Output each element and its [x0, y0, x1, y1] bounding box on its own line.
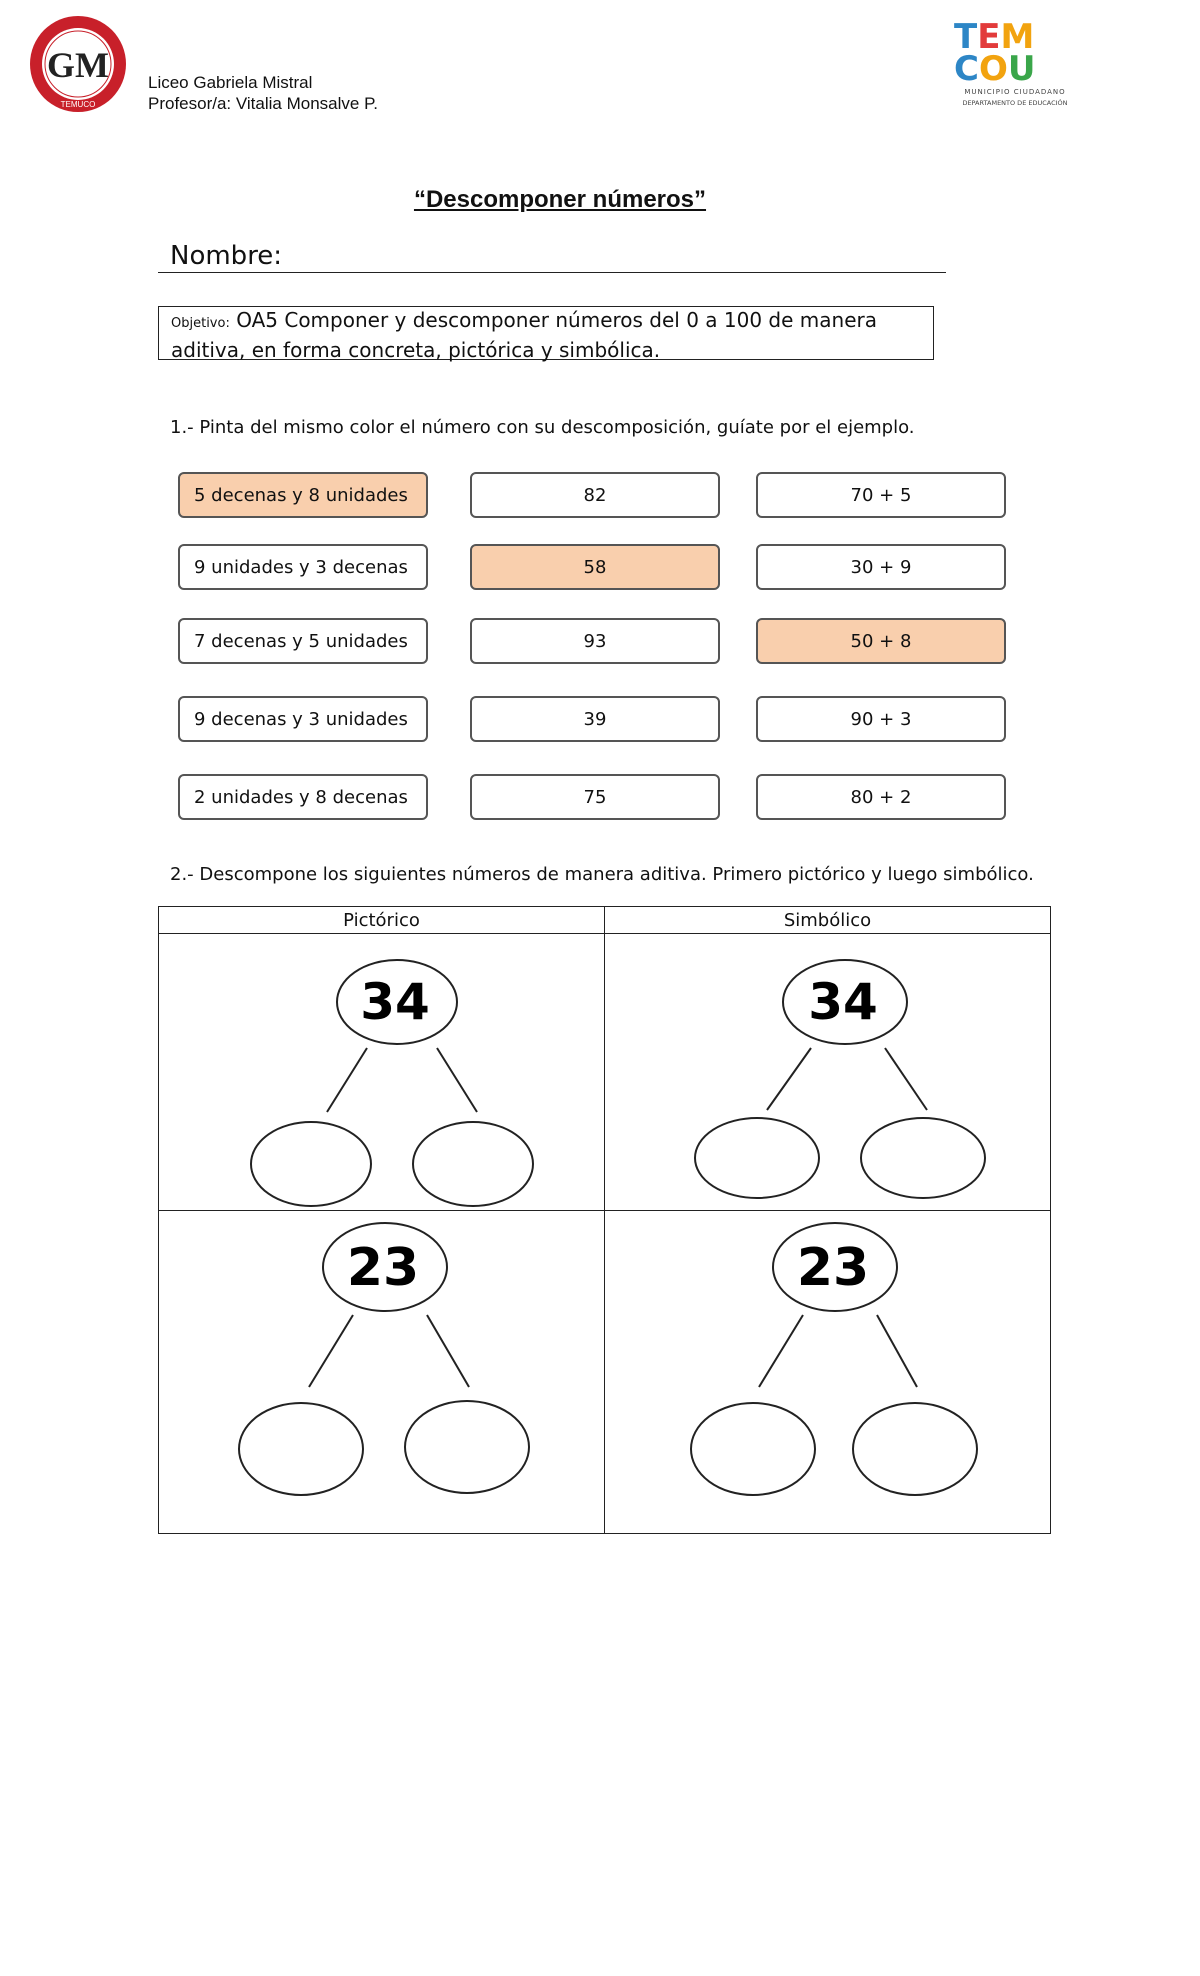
column-header-pictorico: Pictórico	[159, 907, 605, 934]
decomposition-words-box[interactable]: 9 unidades y 3 decenas	[178, 544, 428, 590]
objective-box	[158, 306, 934, 360]
number-tree	[605, 934, 1050, 1210]
number-box[interactable]: 39	[470, 696, 720, 742]
teacher-name: Profesor/a: Vitalia Monsalve P.	[148, 94, 378, 113]
answer-circle-right	[861, 1118, 985, 1198]
municipal-logo	[950, 14, 1080, 110]
svg-text:TEM: TEM	[954, 17, 1035, 57]
number-box[interactable]: 58	[470, 544, 720, 590]
answer-circle-left	[691, 1403, 815, 1495]
additive-sum-box[interactable]: 70 + 5	[756, 472, 1006, 518]
additive-sum-box[interactable]: 30 + 9	[756, 544, 1006, 590]
school-info	[148, 72, 378, 114]
name-label: Nombre:	[170, 241, 283, 271]
answer-circle-right	[413, 1122, 533, 1206]
additive-sum-box[interactable]: 90 + 3	[756, 696, 1006, 742]
decomposition-words-box[interactable]: 7 decenas y 5 unidades	[178, 618, 428, 664]
tree-cell[interactable]	[159, 1211, 605, 1534]
school-logo-temuco: TEMUCO	[60, 100, 96, 109]
school-name: Liceo Gabriela Mistral	[148, 73, 313, 92]
municipal-logo-line2: DEPARTAMENTO DE EDUCACIÓN	[962, 99, 1068, 107]
additive-sum-box[interactable]: 80 + 2	[756, 774, 1006, 820]
objective-text: OA5 Componer y descomponer números del 0 a 100 de manera aditiva, en forma concreta, pictórica y simbólica.	[171, 308, 877, 362]
number-tree	[159, 934, 604, 1210]
column-header-simbolico: Simbólico	[605, 907, 1051, 934]
decomposition-table	[158, 906, 1051, 1534]
school-logo-initials: GM	[47, 45, 109, 85]
number-box[interactable]: 75	[470, 774, 720, 820]
tree-cell[interactable]	[605, 1211, 1051, 1534]
tree-cell[interactable]	[605, 934, 1051, 1211]
decomposition-words-box[interactable]: 5 decenas y 8 unidades	[178, 472, 428, 518]
tree-number: 23	[796, 1238, 870, 1298]
decomposition-words-box[interactable]: 2 unidades y 8 decenas	[178, 774, 428, 820]
number-box[interactable]: 82	[470, 472, 720, 518]
tree-number: 23	[346, 1238, 420, 1298]
decomposition-words-box[interactable]: 9 decenas y 3 unidades	[178, 696, 428, 742]
tree-cell[interactable]	[159, 934, 605, 1211]
number-box[interactable]: 93	[470, 618, 720, 664]
tree-number: 34	[360, 973, 430, 1031]
svg-text:COU: COU	[954, 49, 1036, 89]
instruction-1: 1.- Pinta del mismo color el número con su descomposición, guíate por el ejemplo.	[170, 417, 915, 438]
answer-circle-right	[405, 1401, 529, 1493]
name-field[interactable]	[158, 240, 946, 273]
worksheet-title: “Descomponer números”	[413, 186, 707, 213]
number-tree	[159, 1211, 604, 1533]
school-logo	[28, 14, 128, 114]
instruction-2: 2.- Descompone los siguientes números de manera aditiva. Primero pictórico y luego simbólico.	[170, 864, 1034, 885]
answer-circle-right	[853, 1403, 977, 1495]
number-tree	[605, 1211, 1050, 1533]
answer-circle-left	[239, 1403, 363, 1495]
answer-circle-left	[251, 1122, 371, 1206]
municipal-logo-line1: MUNICIPIO CIUDADANO	[964, 88, 1066, 96]
additive-sum-box[interactable]: 50 + 8	[756, 618, 1006, 664]
tree-number: 34	[808, 973, 878, 1031]
answer-circle-left	[695, 1118, 819, 1198]
objective-label: Objetivo:	[171, 316, 230, 331]
